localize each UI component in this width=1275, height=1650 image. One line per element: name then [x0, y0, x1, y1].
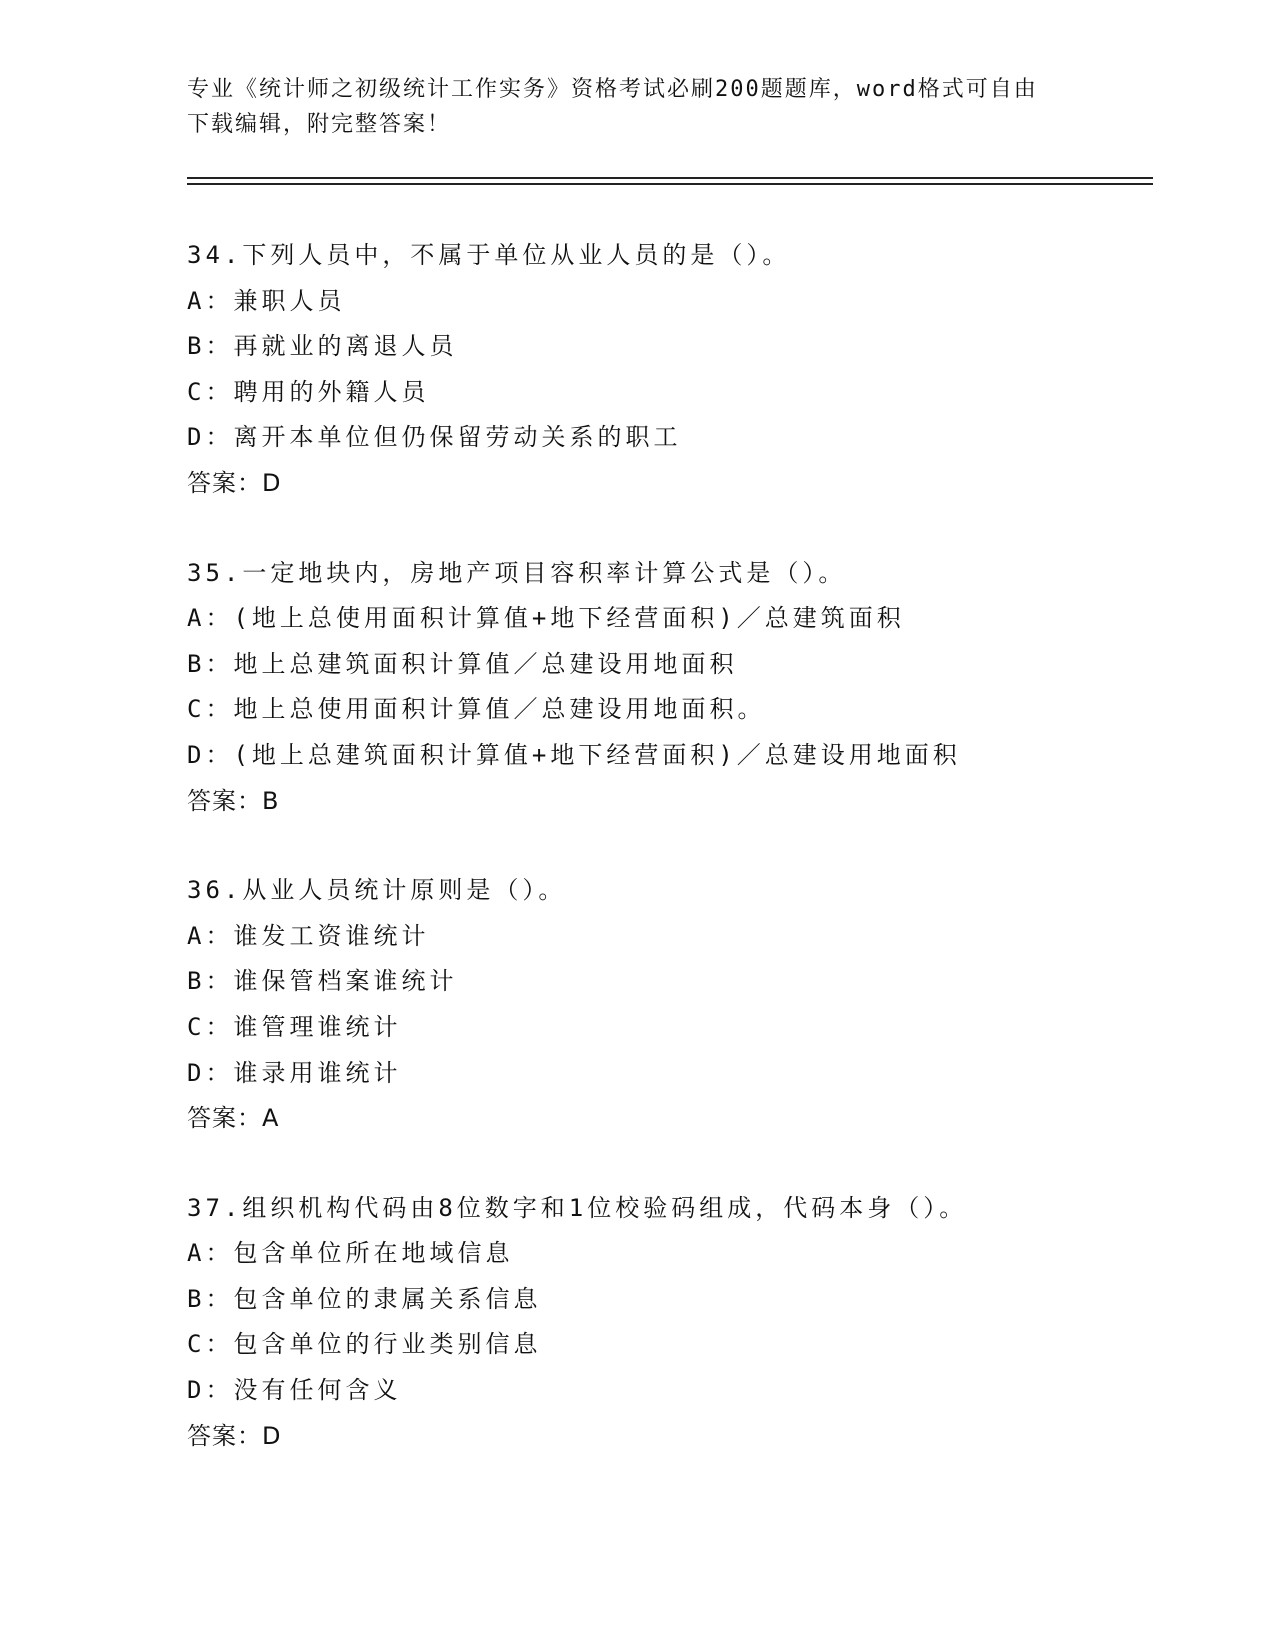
option-c: C：聘用的外籍人员 — [187, 377, 430, 406]
option-d: D：(地上总建筑面积计算值+地下经营面积)／总建设用地面积 — [187, 740, 961, 769]
option-a: A：兼职人员 — [187, 286, 346, 315]
question-stem: 37.组织机构代码由8位数字和1位校验码组成，代码本身（）。 — [187, 1193, 968, 1222]
option-c: C：地上总使用面积计算值／总建设用地面积。 — [187, 695, 766, 724]
question-stem: 36.从业人员统计原则是（）。 — [187, 876, 567, 905]
question-list — [187, 233, 1147, 1459]
question-36 — [187, 868, 1147, 1142]
header-divider-bottom — [187, 183, 1153, 185]
option-a: A：(地上总使用面积计算值+地下经营面积)／总建筑面积 — [187, 604, 905, 633]
question-35 — [187, 551, 1147, 825]
question-stem: 34.下列人员中，不属于单位从业人员的是（）。 — [187, 241, 791, 269]
question-34 — [187, 233, 1147, 507]
answer: 答案：D — [187, 1421, 282, 1450]
answer: 答案：B — [187, 786, 280, 815]
option-d: D：没有任何含义 — [187, 1376, 402, 1405]
option-b: B：包含单位的隶属关系信息 — [187, 1284, 542, 1313]
answer: 答案：D — [187, 468, 282, 497]
option-d: D：谁录用谁统计 — [187, 1058, 402, 1087]
option-a: A：谁发工资谁统计 — [187, 921, 430, 950]
option-b: B：再就业的离退人员 — [187, 332, 458, 361]
question-37 — [187, 1186, 1147, 1460]
option-b: B：谁保管档案谁统计 — [187, 967, 458, 996]
header-divider-top — [187, 177, 1153, 179]
header-line-2: 下载编辑，附完整答案！ — [187, 112, 452, 137]
question-stem: 35.一定地块内，房地产项目容积率计算公式是（）。 — [187, 558, 847, 587]
option-c: C：谁管理谁统计 — [187, 1012, 402, 1041]
option-b: B：地上总建筑面积计算值／总建设用地面积 — [187, 649, 738, 678]
option-d: D：离开本单位但仍保留劳动关系的职工 — [187, 423, 682, 452]
option-c: C：包含单位的行业类别信息 — [187, 1330, 542, 1359]
document-header — [187, 72, 1067, 142]
option-a: A：包含单位所在地域信息 — [187, 1239, 514, 1268]
answer: 答案：A — [187, 1104, 280, 1133]
header-line-1: 专业《统计师之初级统计工作实务》资格考试必刷200题题库，word格式可自由 — [187, 77, 1038, 102]
